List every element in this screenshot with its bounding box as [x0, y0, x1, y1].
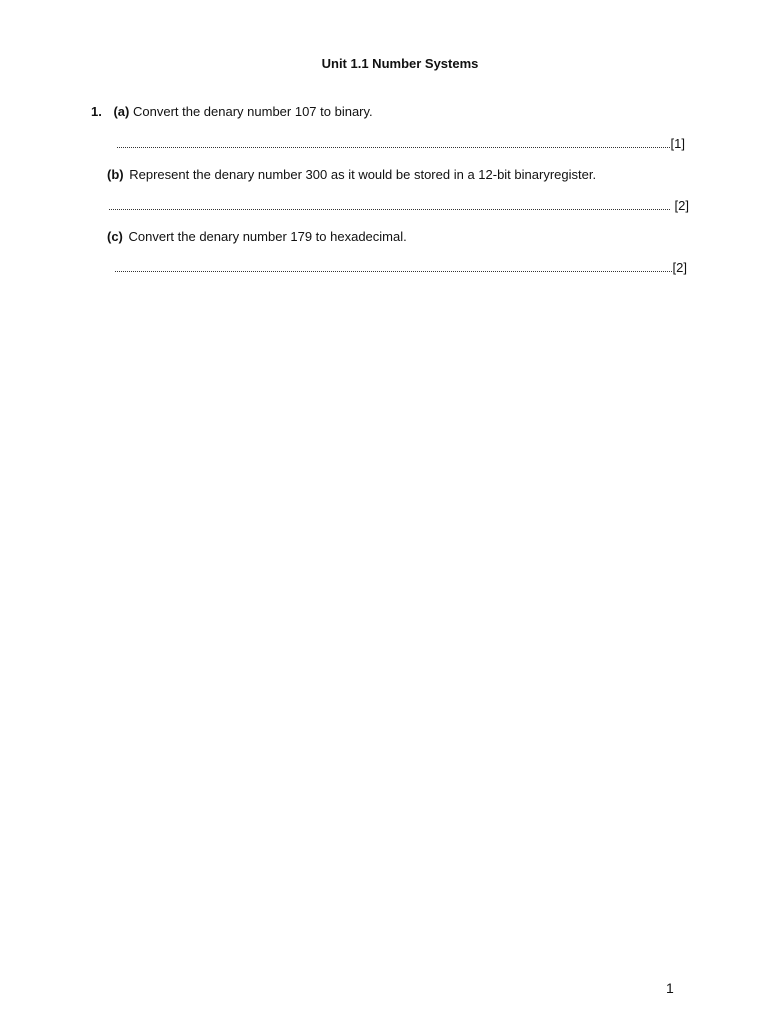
part-label-a: (a): [113, 104, 130, 119]
question-number: 1.: [91, 104, 102, 119]
answer-line-b[interactable]: [109, 198, 689, 214]
dotted-answer-line: [117, 147, 670, 148]
question-1b: [107, 167, 596, 183]
answer-line-a[interactable]: [117, 136, 685, 152]
marks-c: [2]: [672, 260, 687, 275]
marks-a: [1]: [670, 136, 685, 151]
part-text-c: Convert the denary number 179 to hexadecimal.: [128, 229, 407, 244]
marks-b: [2]: [674, 198, 689, 213]
document-title: Unit 1.1 Number Systems: [321, 56, 479, 71]
part-label-b: (b): [107, 167, 124, 182]
page-number: 1: [666, 980, 674, 996]
part-label-c: (c): [107, 229, 123, 244]
dotted-answer-line: [109, 209, 670, 210]
part-text-b: Represent the denary number 300 as it would be stored in a 12-bit binaryregister.: [129, 167, 597, 182]
dotted-answer-line: [115, 271, 672, 272]
question-1a: [91, 104, 373, 120]
answer-line-c[interactable]: [115, 260, 687, 276]
part-text-a: Convert the denary number 107 to binary.: [132, 104, 373, 119]
question-1c: [107, 229, 407, 245]
